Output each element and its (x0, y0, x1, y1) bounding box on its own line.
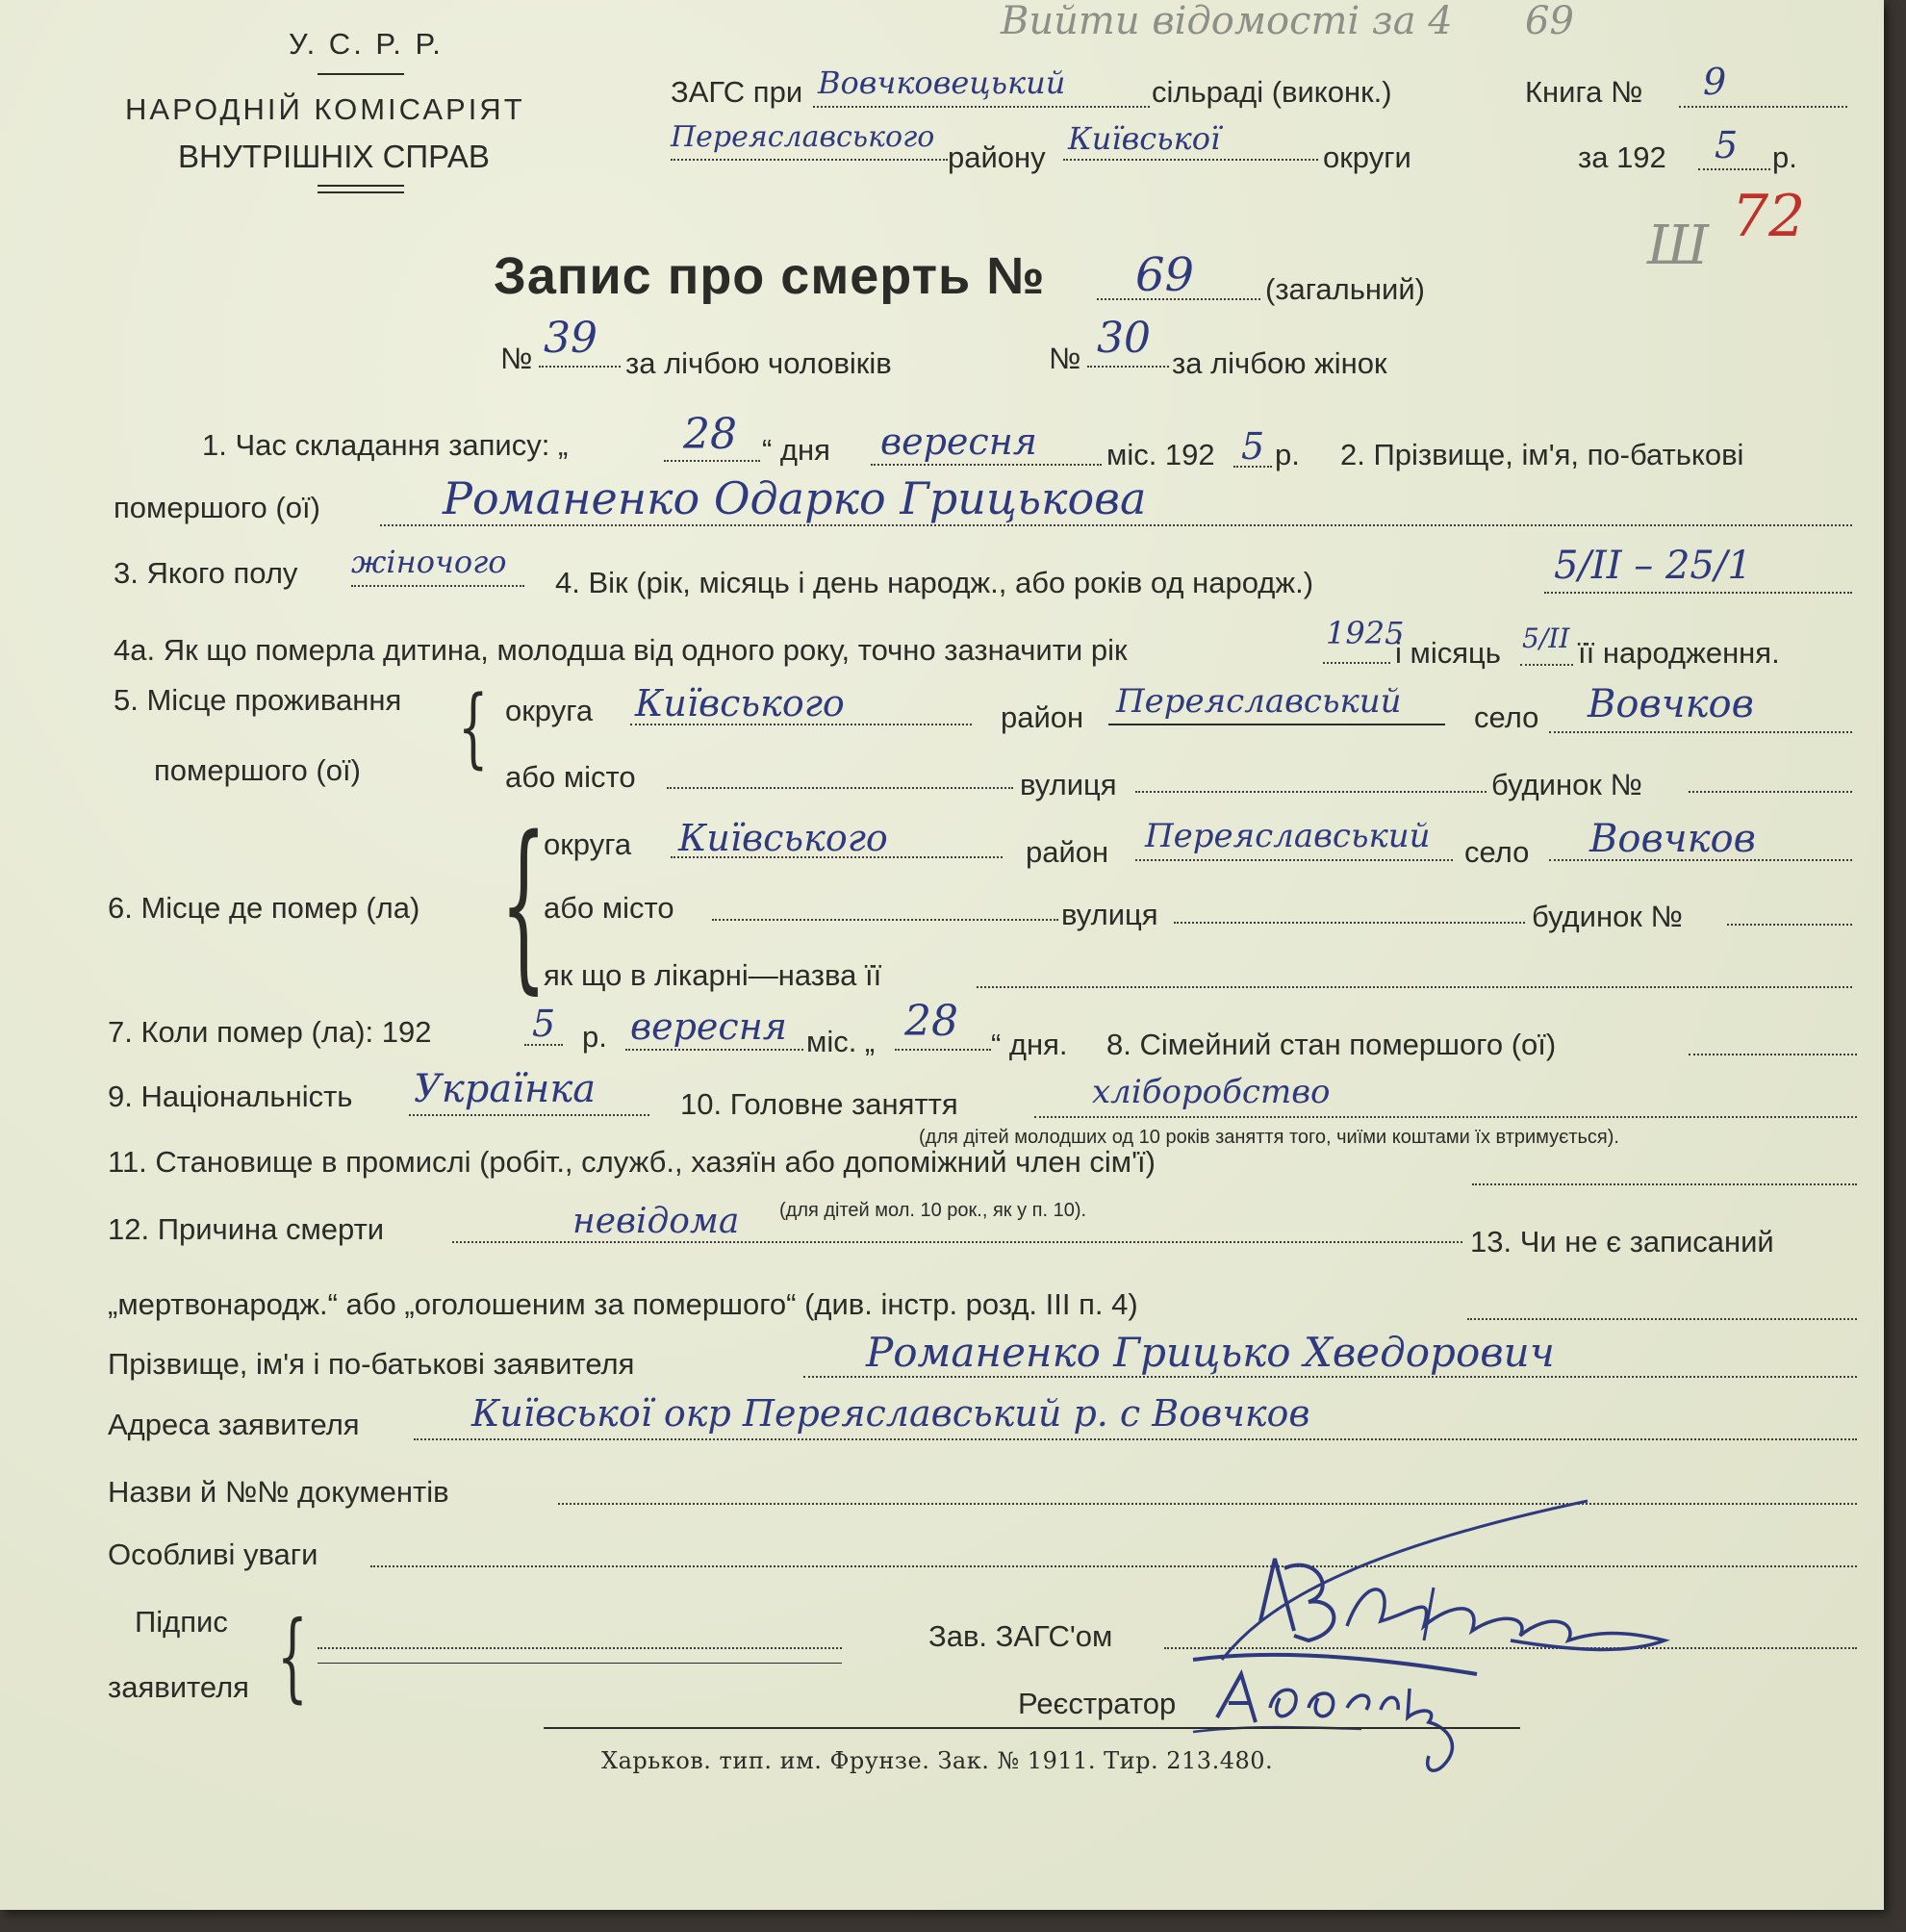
f6-city-line (712, 919, 1058, 921)
f4a-year-line (1323, 662, 1390, 664)
f6-street-label: вулиця (1061, 898, 1158, 931)
year-suffix: р. (1772, 140, 1797, 174)
f6-house-line (1727, 924, 1852, 926)
zags-council-value: Вовчковецький (818, 64, 1066, 101)
applicant-sig-brace: { (277, 1600, 308, 1713)
f5-label2: помершого (ої) (154, 753, 361, 787)
red-number: 72 (1732, 183, 1806, 250)
header-rule-bottom2 (318, 191, 404, 193)
f8-line (1689, 1054, 1857, 1055)
printer-footer: Харьков. тип. им. Фрунзе. Зак. № 1911. Тир. 213.480. (601, 1747, 1274, 1774)
okrug-value: Київської (1068, 120, 1221, 157)
f12-line (452, 1241, 1462, 1243)
f5-raion-line (1108, 724, 1445, 725)
f4a-label-b: і місяць (1395, 636, 1501, 670)
district-value: Переяславського (671, 120, 935, 154)
header-rule-bottom1 (318, 185, 404, 187)
f7-month-line (625, 1049, 803, 1051)
book-value: 9 (1703, 61, 1727, 103)
f7-day-suffix: “ дня. (991, 1028, 1068, 1061)
f1-year-suffix: р. (1275, 438, 1300, 471)
zags-prefix: ЗАГС при (671, 75, 803, 109)
f5-brace: { (458, 677, 489, 778)
f6-raion-label: район (1026, 835, 1109, 869)
f5-okrug-label: округа (505, 694, 594, 727)
f5-street-line (1135, 791, 1487, 793)
applicant-address: Київської окр Переяславський р. с Вовчков (471, 1392, 1310, 1435)
head-label: Зав. ЗАГС'ом (928, 1619, 1113, 1653)
f6-selo: Вовчков (1589, 817, 1756, 861)
header-rule-top (318, 73, 404, 75)
applicant-sig-line1 (318, 1647, 842, 1649)
f2-value: Романенко Одарко Грицькова (443, 472, 1147, 524)
commissariat-line1: НАРОДНІЙ КОМІСАРІЯТ (125, 92, 525, 126)
f6-house-label: будинок № (1532, 900, 1683, 933)
women-prefix: № (1049, 342, 1081, 375)
applicant-name-line (803, 1376, 1857, 1378)
record-number: 69 (1135, 248, 1195, 302)
f12-value: невідома (572, 1202, 740, 1241)
f3-value: жіночого (351, 544, 507, 580)
men-number-line (539, 366, 621, 368)
f3-line (351, 585, 524, 587)
f6-city-label: або місто (544, 891, 674, 925)
men-number: 39 (544, 314, 597, 363)
okrug-label: округи (1323, 140, 1411, 174)
f7-day-line (895, 1049, 991, 1051)
record-title: Запис про смерть № (494, 247, 1046, 305)
f6-street-line (1174, 922, 1525, 924)
applicant-address-line (414, 1438, 1857, 1440)
f4a-label-a: 4а. Як що померла дитина, молодша від одного року, точно зазначити рік (114, 633, 1128, 667)
f1-day-suffix: “ дня (762, 433, 830, 467)
f5-selo-line (1549, 731, 1852, 733)
f7-month: вересня (630, 1005, 787, 1048)
f7-year-suffix: р. (582, 1020, 607, 1054)
f4a-year: 1925 (1326, 615, 1405, 651)
f12-label: 12. Причина смерти (108, 1212, 385, 1246)
top-pencil-note: Вийти відомості за 4 (1001, 0, 1453, 43)
f2-label2: помершого (ої) (114, 491, 320, 524)
record-suffix: (загальний) (1265, 272, 1425, 306)
f5-city-label: або місто (505, 760, 636, 794)
remarks-label: Особливі уваги (108, 1538, 318, 1571)
f6-okrug: Київського (678, 817, 888, 859)
year-prefix: за 192 (1578, 140, 1666, 174)
f4-label: 4. Вік (рік, місяць і день народж., або років од народж.) (555, 566, 1314, 599)
f9-line (409, 1114, 649, 1116)
year-line (1698, 168, 1770, 170)
book-line (1679, 106, 1847, 108)
footer-rule (544, 1727, 1520, 1729)
f6-brace: { (500, 798, 547, 1010)
district-line (671, 159, 948, 161)
f10-value: хліборобство (1092, 1073, 1331, 1111)
women-number-line (1087, 366, 1169, 368)
f5-label1: 5. Місце проживання (114, 683, 402, 717)
f5-raion: Переяславський (1116, 682, 1402, 721)
f6-hospital-line (977, 986, 1852, 988)
registrar-label: Реєстратор (1018, 1687, 1177, 1720)
f4a-label-c: її народження. (1578, 636, 1780, 670)
zags-council-line (813, 106, 1150, 108)
documents-label: Назви й №№ документів (108, 1475, 449, 1509)
f4-line (1544, 592, 1852, 594)
f1-year: 5 (1241, 425, 1265, 468)
applicant-address-label: Адреса заявителя (108, 1408, 360, 1441)
f5-house-line (1689, 791, 1852, 793)
f13-line (1467, 1318, 1857, 1320)
f4a-month: 5/II (1522, 623, 1570, 654)
f6-okrug-label: округа (544, 827, 632, 861)
f13-label: 13. Чи не є записаний (1470, 1225, 1774, 1258)
f2-line (380, 524, 1852, 526)
f5-raion-label: район (1001, 700, 1084, 734)
f5-selo: Вовчков (1588, 682, 1754, 726)
applicant-sig-line2 (318, 1663, 842, 1664)
f7-year: 5 (532, 1003, 556, 1045)
f1-year-label: міс. 192 (1106, 438, 1215, 471)
commissariat-line2: ВНУТРІШНІХ СПРАВ (178, 139, 490, 174)
f6-selo-label: село (1464, 835, 1530, 869)
f6-raion-line (1135, 859, 1453, 861)
men-prefix: № (500, 342, 533, 375)
applicant-name-label: Прізвище, ім'я і по-батькові заявителя (108, 1347, 635, 1381)
f7-label: 7. Коли помер (ла): 192 (108, 1015, 432, 1049)
women-label: за лічбою жінок (1172, 346, 1387, 380)
applicant-sig-label1: Підпис (135, 1605, 228, 1639)
okrug-line (1063, 159, 1318, 161)
f6-hospital-label: як що в лікарні—назва її (544, 958, 882, 992)
f4a-month-line (1520, 664, 1573, 666)
f6-raion: Переяславський (1145, 817, 1431, 855)
f5-okrug: Київського (635, 682, 845, 724)
f8-label: 8. Сімейний стан помершого (ої) (1106, 1028, 1557, 1061)
women-number: 30 (1097, 314, 1151, 363)
f1-day: 28 (683, 410, 737, 459)
f5-selo-label: село (1474, 700, 1539, 734)
men-label: за лічбою чоловіків (625, 346, 892, 380)
f1-label: 1. Час складання запису: „ (202, 428, 569, 462)
f7-day: 28 (904, 997, 958, 1046)
f11-line (1472, 1183, 1857, 1185)
f9-label: 9. Національність (108, 1080, 353, 1113)
f5-city-line (667, 787, 1013, 789)
f9-value: Українка (414, 1067, 597, 1111)
f5-house-label: будинок № (1491, 768, 1642, 801)
f4-value: 5/II – 25/1 (1554, 544, 1752, 588)
gray-mark: Ш (1647, 215, 1709, 277)
f1-month: вересня (880, 420, 1037, 463)
applicant-name: Романенко Грицько Хведорович (866, 1329, 1555, 1376)
f6-label: 6. Місце де помер (ла) (108, 891, 420, 925)
year-digit: 5 (1715, 124, 1739, 166)
district-label: району (948, 140, 1046, 174)
f1-day-line (664, 460, 760, 462)
top-pencil-number: 69 (1525, 0, 1574, 43)
book-label: Книга № (1525, 75, 1643, 109)
f10-note: (для дітей молодших од 10 років заняття того, чиїми коштами їх втримується). (919, 1127, 1619, 1148)
f10-label: 10. Головне заняття (680, 1087, 958, 1121)
applicant-sig-label2: заявителя (108, 1670, 249, 1704)
zags-suffix: сільраді (виконк.) (1152, 75, 1392, 109)
f3-label: 3. Якого полу (114, 556, 298, 590)
f11-label: 11. Становище в промислі (робіт., служб., хазяїн або допоміжний член сім'ї) (108, 1145, 1156, 1179)
f2-label: 2. Прізвище, ім'я, по-батькові (1340, 438, 1744, 471)
f1-month-line (871, 464, 1102, 466)
f10-line (1034, 1116, 1857, 1118)
f13-label2: „мертвонародж.“ або „оголошеним за помершого“ (див. інстр. розд. III п. 4) (108, 1287, 1138, 1321)
f7-month-suffix: міс. „ (806, 1025, 876, 1058)
republic-label: У. С. Р. Р. (289, 27, 444, 61)
f5-street-label: вулиця (1020, 768, 1117, 801)
f11-note: (для дітей мол. 10 рок., як у п. 10). (779, 1200, 1087, 1221)
